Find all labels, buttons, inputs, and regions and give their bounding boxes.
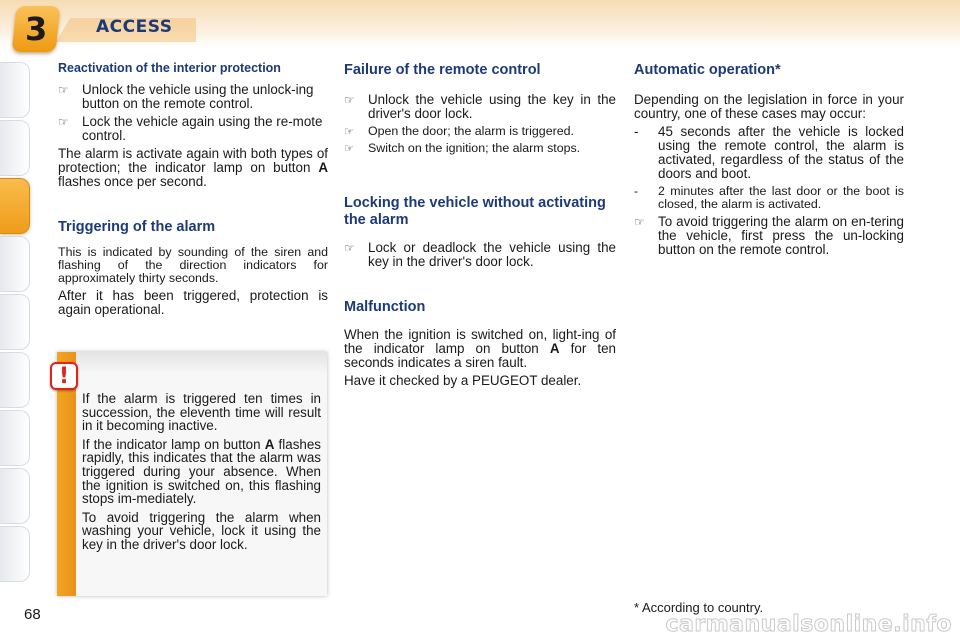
malfunction-text-2: Have it checked by a PEUGEOT dealer. [344,373,582,388]
list-item: - 2 minutes after the last door or the boot is closed, the alarm is activated. [634,184,904,211]
side-tab-8[interactable] [0,468,30,524]
side-tab-3-active[interactable] [0,178,30,234]
warning-text [82,392,321,557]
chapter-number: 3 [24,10,48,48]
list-item: ☞ Open the door; the alarm is triggered. [344,124,574,138]
triggering-text-1: This is indicated by sounding of the siren and flashing of the direction indicators for approximately thirty seconds. [58,245,328,285]
button-a-label: A [318,160,328,175]
column-left [58,62,328,321]
button-a-label: A [549,341,560,356]
list-item: - 45 seconds after the vehicle is locked using the remote control, the alarm is activated, regardless of the status of the doors and boot. [634,124,904,181]
list-item: ☞ Unlock the vehicle using the unlock-ing button on the remote control. [58,82,314,111]
malfunction-heading: Malfunction [344,299,426,315]
automatic-heading: Automatic operation* [634,62,781,78]
locking-heading: Locking the vehicle without activating the alarm [344,195,606,228]
triggering-heading: Triggering of the alarm [58,219,216,235]
side-tab-1[interactable] [0,62,30,118]
page-number: 68 [24,606,41,623]
malfunction-text-1: When the ignition is switched on, light-ing of the indicator lamp on button A for ten seconds indicates a siren fault. [344,327,616,370]
failure-heading: Failure of the remote control [344,62,541,78]
dash-marker: - [634,124,639,139]
footnote: * According to country. [634,600,764,615]
warning-icon: ! [50,362,78,390]
reactivation-heading: Reactivation of the interior protection [58,61,281,75]
list-item: ☞ Unlock the vehicle using the key in the driver's door lock. [344,92,616,121]
pointing-hand-icon: ☞ [58,115,69,129]
button-a-label: A [264,436,275,452]
pointing-hand-icon: ☞ [58,83,69,97]
side-tab-9[interactable] [0,526,30,582]
chapter-badge [12,6,61,52]
side-tab-6[interactable] [0,352,30,408]
chapter-title: ACCESS [96,17,173,37]
list-item: ☞ Switch on the ignition; the alarm stops. [344,141,581,155]
pointing-hand-icon: ☞ [344,241,355,255]
list-item: ☞ Lock or deadlock the vehicle using the key in the driver's door lock. [344,240,616,269]
list-item: ☞ Lock the vehicle again using the re-mote control. [58,114,323,143]
reactivation-text: The alarm is activate again with both types of protection; the indicator lamp on button A flashes once per second. [58,146,328,189]
warning-top-strip [76,352,327,374]
warning-text-1: If the alarm is triggered ten times in succession, the eleventh time will result in it becoming inactive. [82,391,321,434]
watermark: carmanualsonline.info [665,612,952,637]
list-item: ☞ To avoid triggering the alarm on en-tering the vehicle, first press the un-locking button on the remote control. [634,214,904,257]
pointing-hand-icon: ☞ [344,125,354,138]
pointing-hand-icon: ☞ [634,215,645,229]
warning-text-2: If the indicator lamp on button A flashes rapidly, this indicates that the alarm was triggered during your absence. When the ignition is switched on, this flashing stops im-mediately. [82,436,321,507]
side-tab-4[interactable] [0,236,30,292]
side-tab-5[interactable] [0,294,30,350]
side-tabs [0,62,34,582]
column-middle [344,62,616,392]
triggering-text-2: After it has been triggered, protection is again operational. [58,288,328,317]
side-tab-7[interactable] [0,410,30,466]
warning-text-3: To avoid triggering the alarm when washing your vehicle, lock it using the key in the driver's door lock. [82,509,321,552]
column-right [634,62,904,261]
pointing-hand-icon: ☞ [344,93,355,107]
automatic-intro: Depending on the legislation in force in your country, one of these cases may occur: [634,92,904,121]
pointing-hand-icon: ☞ [344,142,354,155]
dash-marker: - [634,184,639,198]
side-tab-2[interactable] [0,120,30,176]
